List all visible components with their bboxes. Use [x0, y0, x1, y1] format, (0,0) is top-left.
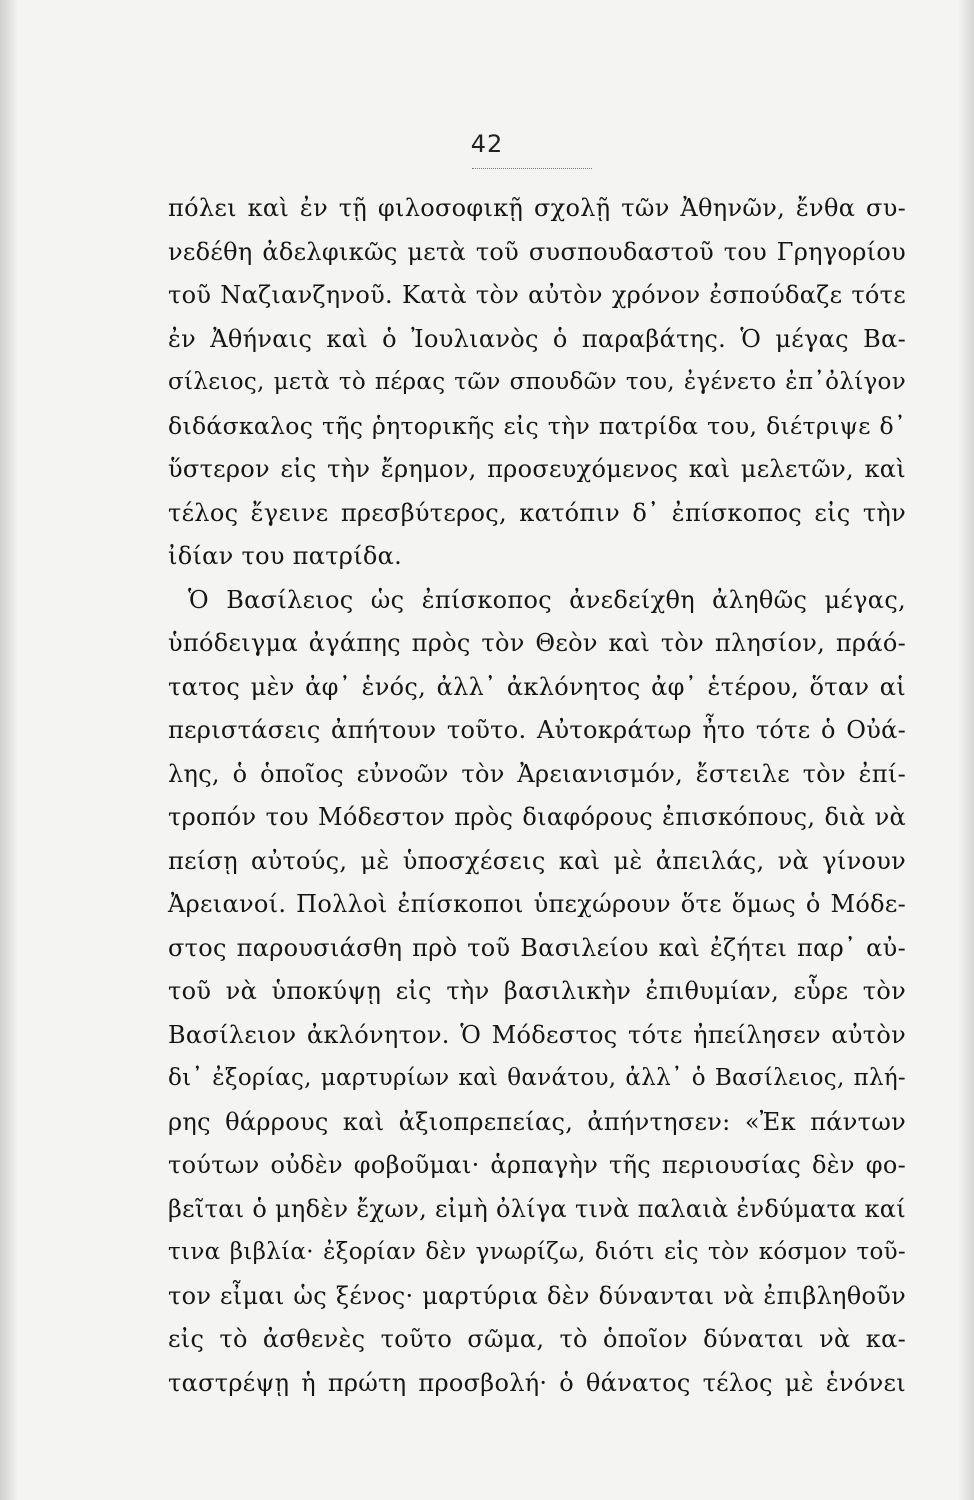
text-line: ὕστερον εἰς τὴν ἔρημον, προσευχόμενος καὶ μελετῶν, καὶ — [168, 455, 906, 483]
text-line: τοῦ νὰ ὑποκύψῃ εἰς τὴν βασιλικὴν ἐπιθυμίαν, εὗρε τὸν — [168, 977, 906, 1005]
text-line: λης, ὁ ὁποῖος εὐνοῶν τὸν Ἀρειανισμόν, ἔστειλε τὸν ἐπί- — [168, 759, 906, 788]
text-line: τον εἶμαι ὡς ξένος· μαρτύρια δὲν δύνανται νὰ ἐπιβληθοῦν — [168, 1281, 906, 1310]
page-edge-right — [958, 0, 974, 1500]
text-line: πείσῃ αὐτούς, μὲ ὑποσχέσεις καὶ μὲ ἀπειλάς, νὰ γίνουν — [168, 846, 906, 875]
text-line-paragraph-start: Ὁ Βασίλειος ὡς ἐπίσκοπος ἀνεδείχθη ἀληθῶς μέγας, — [188, 585, 906, 614]
text-line: ρης θάρρους καὶ ἀξιοπρεπείας, ἀπήντησεν: «Ἐκ πάντων — [168, 1107, 906, 1136]
text-line: ἐν Ἀθήναις καὶ ὁ Ἰουλιανὸς ὁ παραβάτης. Ὁ μέγας Βα- — [168, 324, 906, 353]
text-line: διδάσκαλος τῆς ῥητορικῆς εἰς τὴν πατρίδα του, διέτριψε δ᾽ — [168, 411, 906, 440]
text-line: στος παρουσιάσθη πρὸ τοῦ Βασιλείου καὶ ἐζήτει παρ᾽ αὐ- — [168, 933, 906, 962]
text-line: τέλος ἔγεινε πρεσβύτερος, κατόπιν δ᾽ ἐπίσκοπος εἰς τὴν — [168, 498, 906, 527]
text-line: τατος μὲν ἀφ᾽ ἑνός, ἀλλ᾽ ἀκλόνητος ἀφ᾽ ἑτέρου, ὅταν αἱ — [168, 672, 906, 701]
text-line: δι᾽ ἐξορίας, μαρτυρίων καὶ θανάτου, ἀλλ᾽ ὁ Βασίλειος, πλή- — [168, 1065, 906, 1091]
text-line: σίλειος, μετὰ τὸ πέρας τῶν σπουδῶν του, ἐγένετο ἐπ᾽ὀλίγον — [168, 369, 906, 395]
text-line: πόλει καὶ ἐν τῇ φιλοσοφικῇ σχολῇ τῶν Ἀθηνῶν, ἔνθα συ- — [168, 194, 906, 222]
text-line: τινα βιβλία· ἐξορίαν δὲν γνωρίζω, διότι εἰς τὸν κόσμον τοῦ- — [168, 1239, 906, 1265]
text-line: εἰς τὸ ἀσθενὲς τοῦτο σῶμα, τὸ ὁποῖον δύναται νὰ κα- — [168, 1325, 906, 1353]
page-edge-left — [0, 0, 18, 1500]
text-line: βεῖται ὁ μηδὲν ἔχων, εἰμὴ ὀλίγα τινὰ παλαιὰ ἐνδύματα καί — [168, 1194, 906, 1223]
header-rule — [472, 168, 592, 169]
page-number: 42 — [470, 130, 504, 158]
body-text — [168, 187, 906, 1405]
text-line: τροπόν του Μόδεστον πρὸς διαφόρους ἐπισκόπους, διὰ νὰ — [168, 803, 906, 831]
text-line: τοῦ Ναζιανζηνοῦ. Κατὰ τὸν αὐτὸν χρόνον ἐσπούδαζε τότε — [168, 281, 906, 309]
text-line: νεδέθη ἀδελφικῶς μετὰ τοῦ συσπουδαστοῦ του Γρηγορίου — [168, 237, 906, 266]
text-line: ταστρέψῃ ἡ πρώτη προσβολή· ὁ θάνατος τέλος μὲ ἑνόνει — [168, 1368, 906, 1397]
text-line: Ἀρειανοί. Πολλοὶ ἐπίσκοποι ὑπεχώρουν ὅτε ὅμως ὁ Μόδε- — [168, 890, 906, 918]
text-line: ὑπόδειγμα ἀγάπης πρὸς τὸν Θεὸν καὶ τὸν πλησίον, πράό- — [168, 629, 906, 657]
text-line: τούτων οὐδὲν φοβοῦμαι· ἁρπαγὴν τῆς περιουσίας δὲν φο- — [168, 1151, 906, 1179]
text-line-paragraph-end: ἰδίαν του πατρίδα. — [168, 542, 403, 570]
text-line: περιστάσεις ἀπήτουν τοῦτο. Αὐτοκράτωρ ἦτο τότε ὁ Οὐά- — [168, 716, 906, 744]
text-line: Βασίλειον ἀκλόνητον. Ὁ Μόδεστος τότε ἠπείλησεν αὐτὸν — [168, 1020, 906, 1049]
